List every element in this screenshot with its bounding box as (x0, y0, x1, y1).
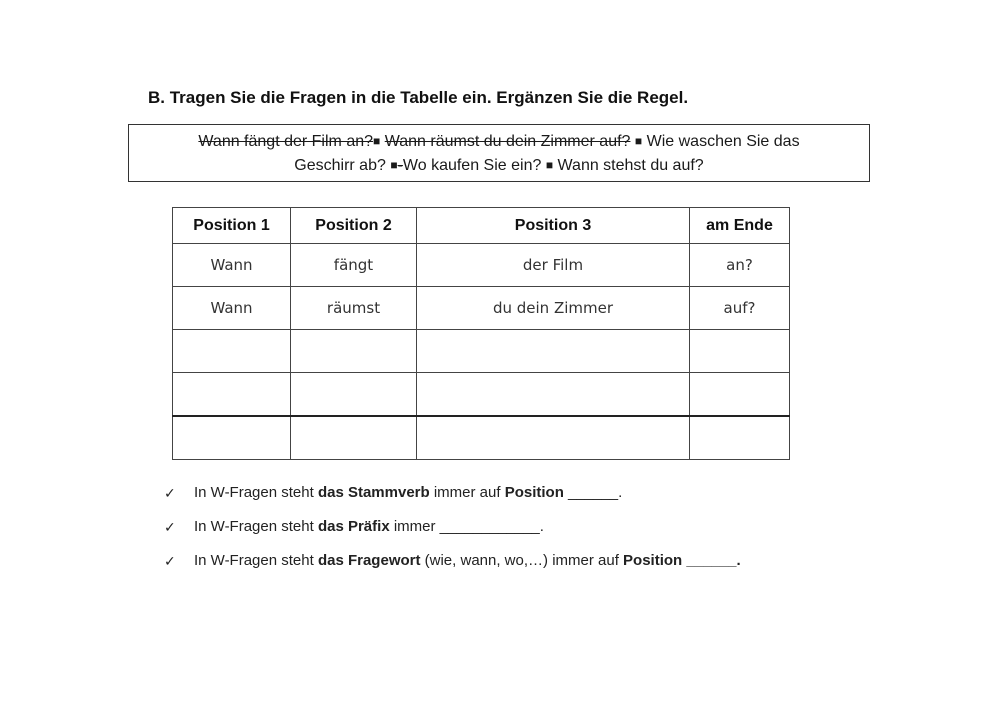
table-cell[interactable] (173, 416, 291, 460)
table-cell[interactable]: der Film (417, 244, 690, 287)
table-cell[interactable] (417, 330, 690, 373)
rule-text: In W-Fragen steht (194, 518, 318, 535)
bullet-2: ■ (634, 134, 643, 148)
table-cell[interactable]: an? (690, 244, 790, 287)
table-cell[interactable] (291, 330, 417, 373)
table-cell[interactable] (173, 373, 291, 417)
bullet-3: ■ (390, 158, 398, 172)
checkmark-icon: ✓ (164, 553, 176, 569)
table-row (173, 416, 790, 460)
bullet-4: ■ (545, 158, 554, 172)
checkmark-icon: ✓ (164, 519, 176, 535)
checkmark-icon: ✓ (164, 485, 176, 501)
rule-text: In W-Fragen steht (194, 552, 318, 569)
word-order-table (172, 207, 790, 460)
header-position-2: Position 2 (291, 208, 417, 244)
exercise-heading: B. Tragen Sie die Fragen in die Tabelle ein. Ergänzen Sie die Regel. (148, 88, 689, 107)
rule-bold: das Stammverb (317, 484, 430, 501)
rule-blank[interactable]: ______. (682, 552, 741, 569)
question-4: Wo kaufen Sie ein? (402, 157, 542, 174)
question-3: Wie waschen Sie das (646, 133, 800, 150)
table-cell[interactable] (417, 373, 690, 417)
rule-text: immer auf (429, 484, 505, 501)
rule-item (164, 550, 741, 584)
table-cell[interactable] (690, 416, 790, 460)
rule-bold: das Präfix (317, 518, 390, 535)
question-5: Wann stehst du auf? (557, 157, 704, 174)
table-cell[interactable] (173, 330, 291, 373)
question-1-crossed: Wann fängt der Film an? (198, 133, 374, 150)
question-2-crossed: Wann räumst du dein Zimmer auf? (384, 133, 631, 150)
rule-text: In W-Fragen steht (194, 484, 318, 501)
rule-text: (wie, wann, wo,…) immer auf (420, 552, 624, 569)
table-header-row (173, 208, 790, 244)
table-row (173, 373, 790, 417)
header-am-ende: am Ende (690, 208, 790, 244)
table-cell[interactable]: Wann (173, 287, 291, 330)
question-3-cont: Geschirr ab? (294, 157, 386, 174)
table-cell[interactable]: Wann (173, 244, 291, 287)
table-row (173, 244, 790, 287)
rule-blank[interactable]: ______. (563, 484, 623, 501)
table-cell[interactable]: du dein Zimmer (417, 287, 690, 330)
rule-bold: Position (623, 552, 683, 569)
table-cell[interactable]: auf? (690, 287, 790, 330)
table-cell[interactable] (690, 330, 790, 373)
table-row (173, 287, 790, 330)
bullet-1: ■ (373, 134, 381, 148)
rule-item (164, 482, 741, 516)
table-cell[interactable] (291, 373, 417, 417)
word-box: Wann fängt der Film an?■ Wann räumst du dein Zimmer auf? ■ Wie waschen Sie das Geschirr ab? ■-Wo kaufen Sie ein? ■ Wann stehst du auf? (128, 124, 870, 182)
rules-list (164, 482, 741, 584)
table-cell[interactable] (291, 416, 417, 460)
table-cell[interactable] (690, 373, 790, 417)
table-row (173, 330, 790, 373)
rule-bold: das Fragewort (317, 552, 421, 569)
rule-item (164, 516, 741, 550)
header-position-3: Position 3 (417, 208, 690, 244)
rule-bold: Position (504, 484, 564, 501)
table-cell[interactable]: räumst (291, 287, 417, 330)
rule-blank[interactable]: immer ____________. (389, 518, 544, 535)
table-cell[interactable] (417, 416, 690, 460)
table-cell[interactable]: fängt (291, 244, 417, 287)
header-position-1: Position 1 (173, 208, 291, 244)
